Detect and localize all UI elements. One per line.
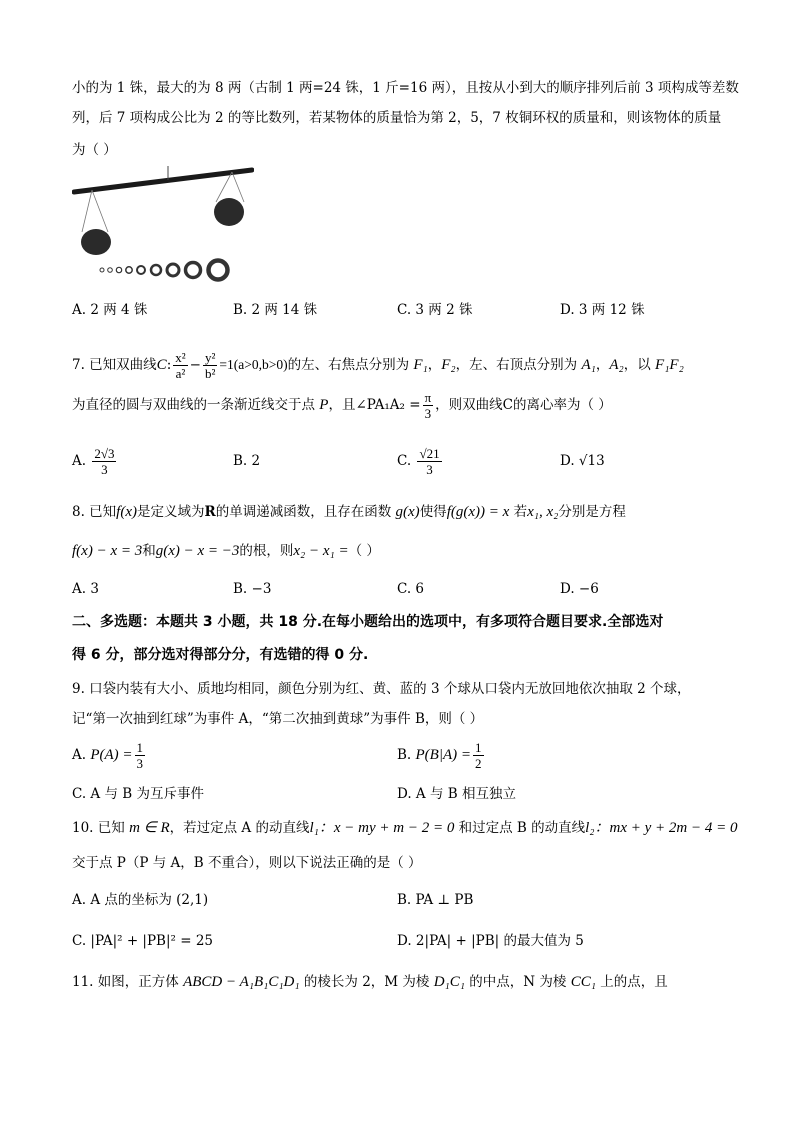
right-pan [214, 198, 244, 226]
q10-option-a[interactable]: A. A 点的坐标为 (2,1) [72, 892, 209, 908]
q10-option-d[interactable]: D. 2|PA| + |PB| 的最大值为 5 [397, 933, 584, 949]
q7-option-a[interactable]: A. $\frac{2√3}{3}$ [72, 446, 115, 477]
q8-option-d[interactable]: D. −6 [560, 581, 599, 597]
q6-line-2: 列，后 7 项构成公比为 2 的等比数列，若某物体的质量恰为第 2，5，7 枚铜环权的质量和，则该物体的质量 [72, 110, 722, 126]
bronze-ring-weights [100, 261, 228, 280]
q7-option-d[interactable]: D. √13 [560, 453, 605, 469]
balance-scale-figure [72, 162, 254, 284]
q8-option-b[interactable]: B. −3 [233, 581, 272, 597]
q11-line-1: 11. 如图，正方体 ABCD − A₁B₁C₁D₁ 的棱长为 2，M 为棱 D₁C₁ 的中点，N 为棱 CC₁ 上的点，且 [72, 974, 668, 990]
q10-line-1: 10. 已知 m ∈ R，若过定点 A 的动直线l₁：x − my + m − 2 = 0 和过定点 B 的动直线l₂：mx + y + 2m − 4 = 0 [72, 820, 738, 836]
q9-line-1: 9. 口袋内装有大小、质地均相同，颜色分别为红、黄、蓝的 3 个球从口袋内无放回地依次抽取 2 个球， [72, 681, 691, 697]
q7-option-b[interactable]: B. 2 [233, 453, 261, 469]
q7-angle-frac: $\frac{\pi}{3}$ [424, 390, 432, 421]
q7-frac-y: $\frac{\text{y²}}{\text{b²}}$ [204, 350, 216, 381]
left-pan [81, 229, 111, 255]
q8-option-c[interactable]: C. 6 [397, 581, 425, 597]
q6-option-a[interactable]: A. 2 两 4 铢 [72, 302, 148, 318]
q7-line-1: 7. 已知双曲线C: $\frac{\text{x²}}{\text{a²}}$ − $\frac{\text{y²}}{\text{b²}}$ =1(a>0,b>0)的左、右焦点分别为 F₁，F₂，左、右顶点分别为 A₁，A₂，以 F₁F₂ [72, 350, 684, 381]
q10-option-c[interactable]: C. |PA|² + |PB|² = 25 [72, 933, 214, 949]
q7-condition: =1(a>0,b>0) [219, 357, 288, 372]
q6-line-3: 为（ ） [72, 142, 117, 158]
section-2-heading-line-2: 得 6 分，部分选对得部分分，有选错的得 0 分. [72, 647, 369, 663]
balance-beam [74, 170, 252, 192]
q9-option-d[interactable]: D. A 与 B 相互独立 [397, 786, 516, 802]
q7-option-c[interactable]: C. $\frac{√21}{3}$ [397, 446, 440, 477]
q8-line-2: f(x) − x = 3和g(x) − x = −3的根，则x₂ − x₁ =（ ） [72, 543, 380, 559]
q10-option-b[interactable]: B. PA ⊥ PB [397, 892, 474, 908]
q7-line-2: 为直径的圆与双曲线的一条渐近线交于点 P，且∠PA₁A₂ = $\frac{\pi}{3}$ ，则双曲线C的离心率为（ ） [72, 390, 612, 421]
q8-line-1: 8. 已知f(x)是定义域为R的单调递减函数，且存在函数 g(x)使得f(g(x)) = x 若x₁, x₂分别是方程 [72, 504, 626, 520]
q9-option-b[interactable]: B. P(B|A) = $\frac{1}{2}$ [397, 740, 482, 771]
q7-curve-c: C [156, 357, 167, 373]
q6-option-d[interactable]: D. 3 两 12 铢 [560, 302, 645, 318]
section-2-heading-line-1: 二、多选题：本题共 3 小题，共 18 分.在每小题给出的选项中，有多项符合题目要求.全部选对 [72, 614, 664, 630]
q7-frac-x: $\frac{\text{x²}}{\text{a²}}$ [175, 350, 186, 381]
q8-option-a[interactable]: A. 3 [72, 581, 99, 597]
q6-option-b[interactable]: B. 2 两 14 铢 [233, 302, 318, 318]
q9-line-2: 记“第一次抽到红球”为事件 A，“第二次抽到黄球”为事件 B，则（ ） [72, 711, 484, 727]
q7-number: 7. 已知双曲线 [72, 357, 157, 373]
q6-option-c[interactable]: C. 3 两 2 铢 [397, 302, 473, 318]
q9-option-a[interactable]: A. P(A) = $\frac{1}{3}$ [72, 740, 144, 771]
q9-option-c[interactable]: C. A 与 B 为互斥事件 [72, 786, 204, 802]
q10-line-2: 交于点 P（P 与 A，B 不重合），则以下说法正确的是（ ） [72, 855, 422, 871]
q6-line-1: 小的为 1 铢，最大的为 8 两（古制 1 两=24 铢，1 斤=16 两），且按从小到大的顺序排列后前 3 项构成等差数 [72, 80, 739, 96]
